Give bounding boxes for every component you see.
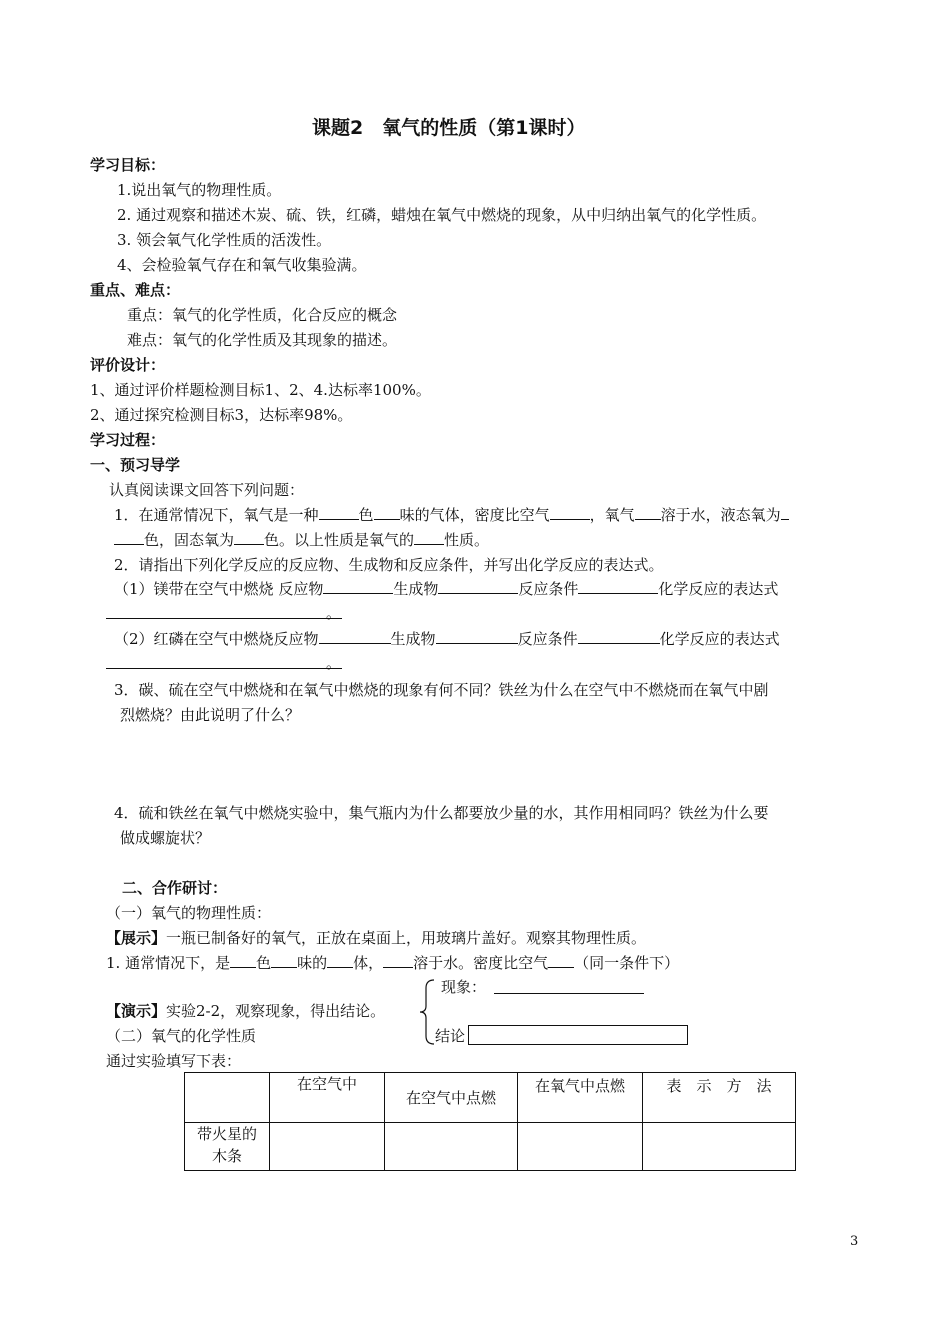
section1-intro: 认真阅读课文回答下列问题： <box>109 481 305 499</box>
question-4-line2: 做成螺旋状？ <box>120 829 211 847</box>
answer-blank[interactable] <box>578 579 658 594</box>
page-number: 3 <box>850 1234 859 1249</box>
period: 。 <box>326 654 342 672</box>
goals-heading: 学习目标： <box>90 156 166 174</box>
answer-blank[interactable] <box>327 953 353 968</box>
evaluation-item: 1、通过评价样题检测目标1、2、4.达标率100%。 <box>90 381 431 399</box>
key-points-heading: 重点、难点： <box>90 281 181 299</box>
answer-blank[interactable] <box>319 629 391 644</box>
answer-blank[interactable] <box>319 505 359 520</box>
answer-blank[interactable] <box>374 505 400 520</box>
table-cell[interactable] <box>643 1123 796 1171</box>
table-header-cell <box>185 1073 270 1123</box>
goal-item: 4、会检验氧气存在和氧气收集验满。 <box>117 256 367 274</box>
answer-blank[interactable] <box>781 505 789 520</box>
answer-blank[interactable] <box>550 505 590 520</box>
table-header-cell: 在氧气中点燃 <box>518 1073 643 1123</box>
table-header-cell: 表 示 方 法 <box>643 1073 796 1123</box>
answer-blank[interactable] <box>114 530 144 545</box>
question-1-line2: 色，固态氧为 色。以上性质是氧气的 性质。 <box>114 530 489 550</box>
section2-heading: 二、合作研讨： <box>122 879 228 897</box>
goal-item: 1.说出氧气的物理性质。 <box>117 181 282 199</box>
evaluation-item: 2、通过探究检测目标3，达标率98%。 <box>90 406 353 424</box>
display-text: 【展示】一瓶已制备好的氧气，正放在桌面上，用玻璃片盖好。观察其物理性质。 <box>106 929 647 947</box>
period: 。 <box>326 604 342 622</box>
table-header-cell: 在空气中点燃 <box>385 1073 518 1123</box>
page-title: 课题2 氧气的性质（第1课时） <box>312 117 586 139</box>
table-cell[interactable] <box>518 1123 643 1171</box>
answer-blank[interactable] <box>230 953 256 968</box>
answer-blank[interactable] <box>234 530 264 545</box>
table-header-row <box>185 1073 796 1123</box>
question-2-2: （2）红磷在空气中燃烧反应物 生成物 反应条件 化学反应的表达式 <box>114 630 780 648</box>
table-cell: 带火星的木条 <box>185 1123 270 1171</box>
focus-text: 重点：氧气的化学性质，化合反应的概念 <box>127 306 398 324</box>
question-3-line1: 3．碳、硫在空气中燃烧和在氧气中燃烧的现象有何不同？铁丝为什么在空气中不燃烧而在氧气中剧 <box>114 681 769 699</box>
answer-blank[interactable] <box>271 953 297 968</box>
answer-blank[interactable] <box>438 579 518 594</box>
difficulty-text: 难点：氧气的化学性质及其现象的描述。 <box>127 331 398 349</box>
table-cell[interactable] <box>270 1123 385 1171</box>
question-2-1: （1）镁带在空气中燃烧 反应物 生成物 反应条件 化学反应的表达式 <box>114 580 779 598</box>
question-1-line1: 1．在通常情况下，氧气是一种 色 味的气体，密度比空气 ，氧气 溶于水，液态氧为 <box>114 505 789 525</box>
conclusion-label: 结论 <box>435 1027 466 1045</box>
goal-item: 3. 领会氧气化学性质的活泼性。 <box>117 231 332 249</box>
table-intro: 通过实验填写下表： <box>106 1052 242 1070</box>
section1-heading: 一、预习导学 <box>90 456 181 474</box>
table-header-cell: 在空气中 <box>270 1073 385 1123</box>
answer-blank[interactable] <box>414 530 444 545</box>
answer-line[interactable] <box>106 618 342 619</box>
answer-blank[interactable] <box>578 629 660 644</box>
question-2: 2．请指出下列化学反应的反应物、生成物和反应条件，并写出化学反应的表达式。 <box>114 556 664 574</box>
experiment-table <box>184 1072 796 1171</box>
physical-props-question: 1. 通常情况下，是 色 味的 体， 溶于水。密度比空气 （同一条件下） <box>106 954 680 972</box>
phenomenon-line[interactable] <box>494 993 644 994</box>
physical-props-heading: （一）氧气的物理性质： <box>106 904 272 922</box>
table-row <box>185 1123 796 1171</box>
goal-item: 2. 通过观察和描述木炭、硫、铁，红磷，蜡烛在氧气中燃烧的现象，从中归纳出氧气的化学性质。 <box>117 206 767 224</box>
answer-blank[interactable] <box>323 579 393 594</box>
chemical-props-heading: （二）氧气的化学性质 <box>106 1027 257 1045</box>
table-cell[interactable] <box>385 1123 518 1171</box>
phenomenon-label: 现象： <box>441 978 487 996</box>
answer-blank[interactable] <box>635 505 661 520</box>
evaluation-heading: 评价设计： <box>90 356 166 374</box>
process-heading: 学习过程： <box>90 431 166 449</box>
answer-blank[interactable] <box>436 629 518 644</box>
answer-line[interactable] <box>106 668 342 669</box>
demo-text: 【演示】实验2-2，观察现象，得出结论。 <box>106 1002 386 1020</box>
question-4-line1: 4．硫和铁丝在氧气中燃烧实验中，集气瓶内为什么都要放少量的水，其作用相同吗？铁丝为什么要 <box>114 804 769 822</box>
answer-blank[interactable] <box>383 953 413 968</box>
question-3-line2: 烈燃烧？由此说明了什么？ <box>120 706 301 724</box>
conclusion-box[interactable] <box>468 1025 688 1045</box>
answer-blank[interactable] <box>548 953 574 968</box>
